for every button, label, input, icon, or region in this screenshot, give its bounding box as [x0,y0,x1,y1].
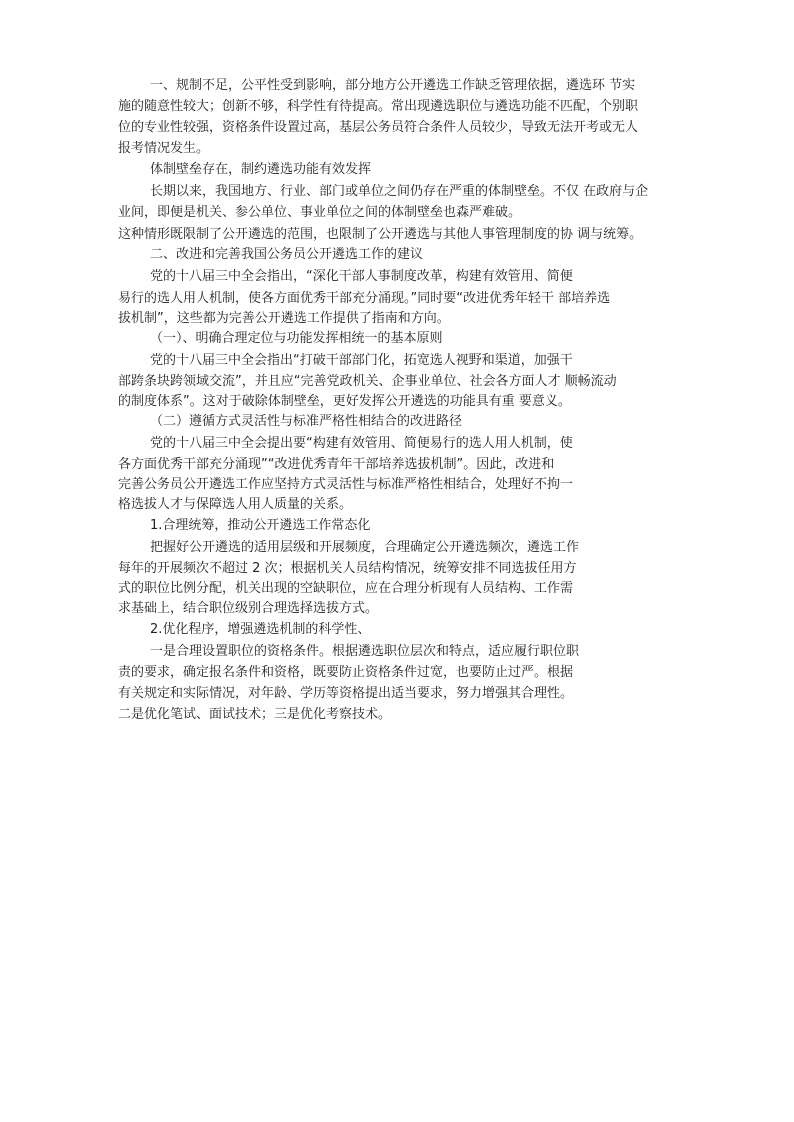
text-line: 这种情形既限制了公开遴选的范围，也限制了公开遴选与其他人事管理制度的协 调与统筹。 [118,227,643,242]
text-line: 党的十八届三中全会提出要“构建有效管用、简便易行的选人用人机制，使 [150,436,573,451]
text-line: 各方面优秀干部充分涌现”“改进优秀青年干部培养选拔机制”。因此，改进和 [118,457,555,472]
text-line: 施的随意性较大；创新不够，科学性有待提高。常出现遴选职位与遴选功能不匹配，个别职 [118,99,639,114]
text-line: 易行的选人用人机制，使各方面优秀干部充分涌现。”同时要“改进优秀年轻干 部培养选 [118,291,611,306]
text-line: 长期以来，我国地方、行业、部门或单位之间仍存在严重的体制壁垒。不仅 在政府与企 [150,184,649,199]
text-line: 拔机制”，这些都为完善公开遴选工作提供了指南和方向。 [118,311,450,326]
text-line: 部跨条块跨领域交流”，并且应“完善党政机关、企事业单位、社会各方面人才 顺畅流动 [118,374,617,389]
text-line: 一、规制不足，公平性受到影响，部分地方公开遴选工作缺乏管理依据，遴选环 节实 [150,78,636,93]
text-line: 把握好公开遴选的适用层级和开展频度，合理确定公开遴选频次，遴选工作 [150,540,580,555]
text-line: 一是合理设置职位的资格条件。根据遴选职位层次和特点，适应履行职位职 [150,644,580,659]
section-heading: 二、改进和完善我国公务员公开遴选工作的建议 [150,247,424,262]
text-line: 业间，即便是机关、参公单位、事业单位之间的体制壁垒也森严难破。 [118,205,522,220]
text-line: 责的要求，确定报名条件和资格，既要防止资格条件过宽，也要防止过严。根据 [118,665,574,680]
text-line: 格选拔人才与保障选人用人质量的关系。 [118,497,353,512]
text-line: 有关规定和实际情况，对年龄、学历等资格提出适当要求，努力增强其合理性。 [118,686,574,701]
section-heading: （一）、明确合理定位与功能发挥相统一的基本原则 [150,331,443,346]
section-heading: （二）遵循方式灵活性与标准严格性相结合的改进路径 [150,414,463,429]
text-line: 求基础上，结合职位级别合理选择选拔方式。 [118,601,379,616]
text-line: 党的十八届三中全会指出，“深化干部人事制度改革，构建有效管用、简便 [150,269,573,284]
text-line: 完善公务员公开遴选工作应坚持方式灵活性与标准严格性相结合，处理好不拘一 [118,477,574,492]
section-heading: 1.合理统筹，推动公开遴选工作常态化 [150,518,371,533]
text-line: 报考情况发生。 [118,141,210,156]
text-line: 位的专业性较强，资格条件设置过高，基层公务员符合条件人员较少，导致无法开考或无人 [118,120,639,135]
text-line: 二是优化笔试、面试技术；三是优化考察技术。 [118,707,392,722]
text-line: 党的十八届三中全会指出“打破干部部门化，拓宽选人视野和渠道，加强干 [150,353,573,368]
section-heading: 体制壁垒存在，制约遴选功能有效发挥 [150,162,372,177]
section-heading: 2.优化程序，增强遴选机制的科学性、 [150,622,371,637]
text-line: 每年的开展频次不超过 2 次；根据机关人员结构情况，统筹安排不同选拔任用方 [118,561,577,576]
text-line: 式的职位比例分配，机关出现的空缺职位，应在合理分析现有人员结构、工作需 [118,581,574,596]
text-line: 的制度体系”。这对于破除体制壁垒，更好发挥公开遴选的功能具有重 要意义。 [118,394,571,409]
